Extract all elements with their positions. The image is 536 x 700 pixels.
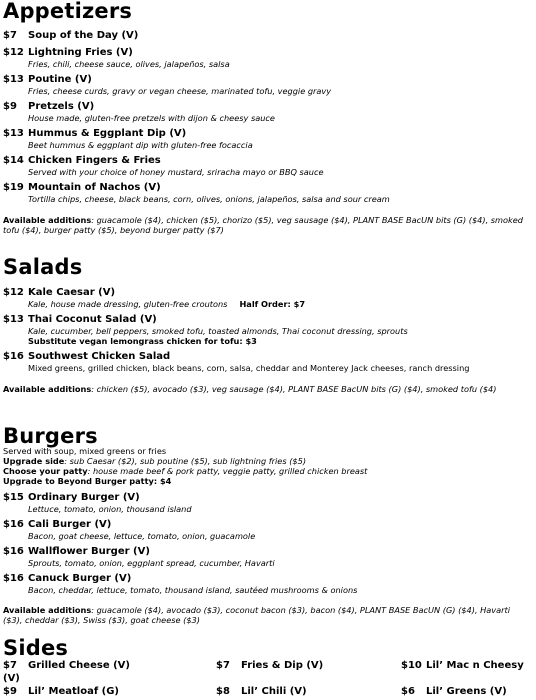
menu-item (3, 128, 253, 150)
side-name: Lil’ Greens (V) (426, 686, 507, 697)
menu-item (3, 74, 331, 96)
half-order-price: Half Order: $7 (239, 299, 306, 309)
item-description: Served with your choice of honey mustard, sriracha mayo or BBQ sauce (28, 167, 324, 177)
section-title-salads: Salads (3, 255, 83, 279)
item-description: House made, gluten-free pretzels with dijon & cheesy sauce (28, 113, 275, 123)
additions-text: : guacamole ($4), avocado ($3), coconut bacon ($3), bacon ($4), PLANT BASE BacUN (G) ($4), Havarti ($3), cheddar ($3), Swiss ($3), goat cheese ($3) (3, 605, 511, 625)
item-price: $16 (3, 519, 24, 530)
side-item (3, 660, 130, 671)
item-name: Poutine (V) (28, 74, 92, 85)
menu-item (3, 182, 390, 204)
side-name: Lil’ Chili (V) (241, 686, 307, 697)
menu-item (3, 287, 305, 309)
side-name: Lil’ Mac n Cheesy (426, 660, 524, 671)
side-price: $8 (216, 686, 230, 697)
side-item (3, 686, 119, 697)
item-name: Pretzels (V) (28, 101, 95, 112)
item-description: Bacon, goat cheese, lettuce, tomato, onion, guacamole (28, 531, 256, 541)
item-price: $13 (3, 128, 24, 139)
side-price: $10 (401, 660, 422, 671)
menu-item (3, 492, 192, 514)
item-description: Bacon, cheddar, lettuce, tomato, thousand island, sautéed mushrooms & onions (28, 585, 358, 595)
side-item (216, 660, 323, 671)
menu-item (3, 47, 230, 69)
item-name: Kale Caesar (V) (28, 287, 116, 298)
burgers-intro (3, 446, 367, 486)
item-price: $16 (3, 351, 24, 362)
item-description: Kale, house made dressing, gluten-free croutons (28, 299, 228, 309)
item-name: Mountain of Nachos (V) (28, 182, 161, 193)
item-price: $9 (3, 101, 17, 112)
item-description: Fries, chili, cheese sauce, olives, jalapeños, salsa (28, 59, 230, 69)
additions-text: : chicken ($5), avocado ($3), veg sausage ($4), PLANT BASE BacUN bits (G) ($4), smoked tofu ($4) (91, 384, 497, 394)
item-name: Thai Coconut Salad (V) (28, 314, 157, 325)
additions-text: : guacamole ($4), chicken ($5), chorizo ($5), veg sausage ($4), PLANT BASE BacUN bits (G) ($4), smoked tofu ($4), burger patty ($5), beyond burger patty ($7) (3, 215, 524, 235)
item-price: $15 (3, 492, 24, 503)
item-price: $16 (3, 546, 24, 557)
item-name: Canuck Burger (V) (28, 573, 132, 584)
menu-item (3, 546, 275, 568)
item-name: Ordinary Burger (V) (28, 492, 140, 503)
item-price: $12 (3, 47, 24, 58)
section-title-sides: Sides (3, 636, 69, 660)
item-name: Lightning Fries (V) (28, 47, 133, 58)
item-name: Cali Burger (V) (28, 519, 112, 530)
sides-list (3, 660, 533, 699)
additions-label: Available additions (3, 605, 92, 615)
item-price: $16 (3, 573, 24, 584)
item-description: Fries, cheese curds, gravy or vegan cheese, marinated tofu, veggie gravy (28, 86, 332, 96)
side-item-wrap: (V) (3, 673, 20, 684)
side-item (401, 660, 524, 671)
side-price: $6 (401, 686, 415, 697)
item-description: Lettuce, tomato, onion, thousand island (28, 504, 192, 514)
available-additions (3, 384, 531, 394)
available-additions (3, 215, 531, 235)
item-description: Sprouts, tomato, onion, eggplant spread, cucumber, Havarti (28, 558, 275, 568)
item-price: $13 (3, 74, 24, 85)
menu-item (3, 314, 408, 346)
menu-item (3, 573, 357, 595)
item-name: Southwest Chicken Salad (28, 351, 171, 362)
additions-label: Available additions (3, 384, 92, 394)
item-price: $14 (3, 155, 24, 166)
item-description: Kale, cucumber, bell peppers, smoked tofu, toasted almonds, Thai coconut dressing, sprouts (28, 326, 408, 336)
menu-item (3, 101, 275, 123)
menu-item (3, 351, 469, 373)
item-price: $13 (3, 314, 24, 325)
item-name: Wallflower Burger (V) (28, 546, 150, 557)
side-name: Lil’ Meatloaf (G) (28, 686, 119, 697)
section-title-appetizers: Appetizers (3, 0, 133, 23)
menu-item (3, 519, 255, 541)
side-price: $7 (3, 660, 17, 671)
served-with: Served with soup, mixed greens or fries (3, 446, 167, 456)
item-name: Soup of the Day (V) (28, 30, 139, 41)
item-price: $7 (3, 30, 17, 41)
side-price: $7 (216, 660, 230, 671)
side-price: $9 (3, 686, 17, 697)
item-name: Chicken Fingers & Fries (28, 155, 161, 166)
item-description: Beet hummus & eggplant dip with gluten-free focaccia (28, 140, 253, 150)
patty-label: Choose your patty (3, 466, 88, 476)
item-price: $12 (3, 287, 24, 298)
side-name: Grilled Cheese (V) (28, 660, 130, 671)
item-description: Tortilla chips, cheese, black beans, corn, olives, onions, jalapeños, salsa and sour cream (28, 194, 390, 204)
item-price: $19 (3, 182, 24, 193)
menu-item (3, 30, 138, 42)
side-name: Fries & Dip (V) (241, 660, 324, 671)
item-name: Hummus & Eggplant Dip (V) (28, 128, 187, 139)
upgrade-side-label: Upgrade side (3, 456, 65, 466)
substitute-note: Substitute vegan lemongrass chicken for tofu: $3 (28, 336, 257, 346)
side-item (216, 686, 307, 697)
available-additions (3, 605, 531, 625)
beyond-upgrade: Upgrade to Beyond Burger patty: $4 (3, 476, 172, 486)
patty-text: : house made beef & pork patty, veggie patty, grilled chicken breast (87, 466, 368, 476)
section-title-burgers: Burgers (3, 424, 98, 448)
upgrade-side-text: : sub Caesar ($2), sub poutine ($5), sub lightning fries ($5) (64, 456, 307, 466)
item-description: Mixed greens, grilled chicken, black beans, corn, salsa, cheddar and Monterey Jack cheeses, ranch dressing (28, 363, 470, 373)
side-item (401, 686, 507, 697)
additions-label: Available additions (3, 215, 92, 225)
menu-item (3, 155, 324, 177)
